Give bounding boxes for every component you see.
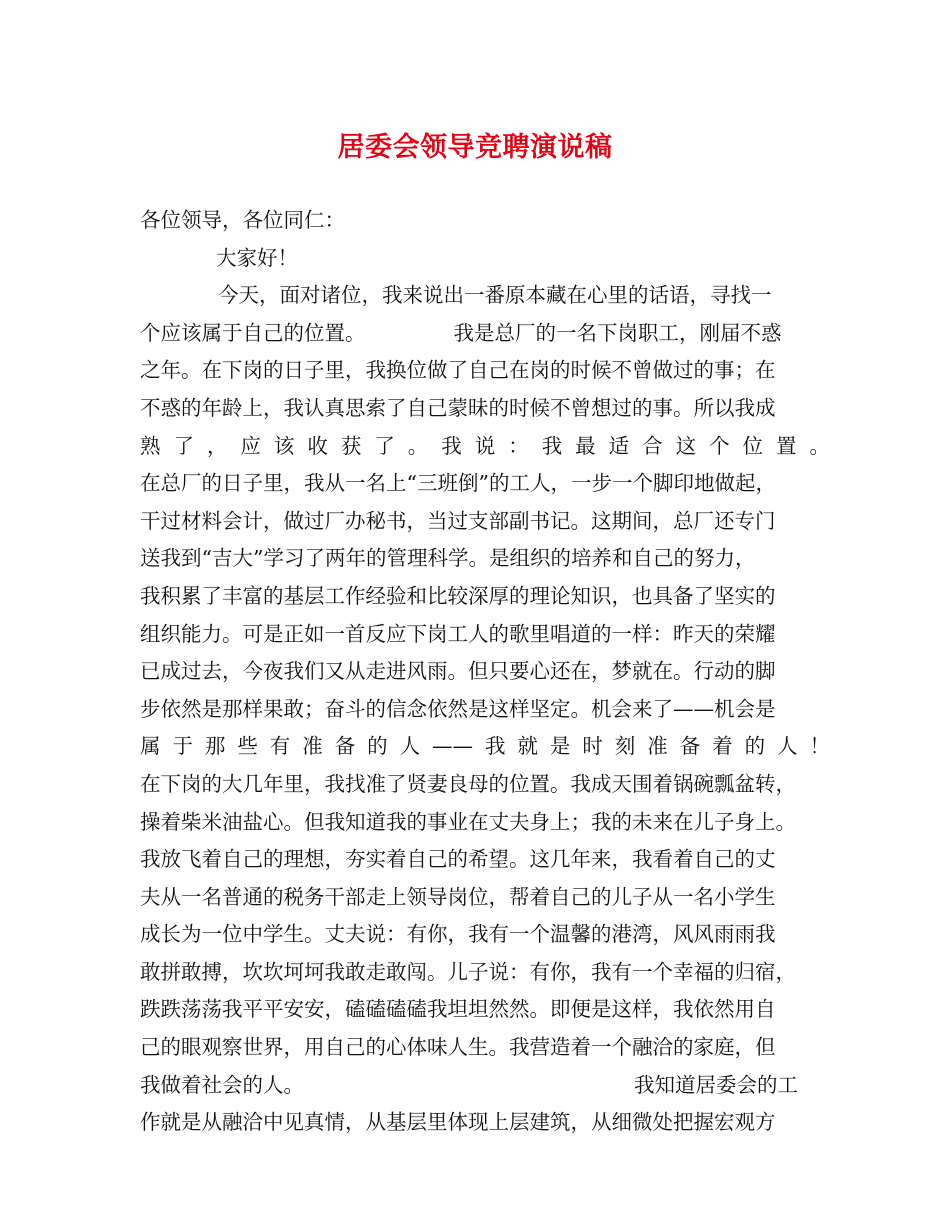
body-line-segment: 我是总厂的一名下岗职工，刚届不惑 — [453, 320, 782, 345]
body-line: 我积累了丰富的基层工作经验和比较深厚的理论知识，也具备了坚实的 — [140, 583, 776, 608]
body-line — [140, 315, 830, 353]
body-line: 作就是从融洽中见真情，从基层里体现上层建筑，从细微处把握宏观方 — [140, 1110, 776, 1135]
body-line: 送我到“吉大”学习了两年的管理科学。是组织的培养和自己的努力， — [140, 546, 756, 571]
body-line: 今天，面对诸位，我来说出一番原本藏在心里的话语，寻找一 — [218, 283, 772, 308]
body-line: 步依然是那样果敢；奋斗的信念依然是这样坚定。机会来了——机会是 — [140, 696, 776, 721]
body-line: 我放飞着自己的理想，夯实着自己的希望。这几年来，我看着自己的丈 — [140, 847, 776, 872]
body-line: 操着柴米油盐心。但我知道我的事业在丈夫身上；我的未来在儿子身上。 — [140, 809, 796, 834]
body-line: 组织能力。可是正如一首反应下岗工人的歌里唱道的一样：昨天的荣耀 — [140, 621, 776, 646]
body-line-segment: 个应该属于自己的位置。 — [140, 320, 366, 345]
body-line: 在总厂的日子里，我从一名上“三班倒”的工人，一步一个脚印地做起， — [140, 471, 776, 496]
body-line: 不惑的年龄上，我认真思索了自己蒙昧的时候不曾想过的事。所以我成 — [140, 395, 776, 420]
body-line — [140, 1067, 830, 1105]
body-line: 已成过去，今夜我们又从走进风雨。但只要心还在，梦就在。行动的脚 — [140, 659, 776, 684]
document-title: 居委会领导竞聘演说稿 — [337, 132, 613, 163]
body-line: 夫从一名普通的税务干部走上领导岗位，帮着自己的儿子从一名小学生 — [140, 884, 776, 909]
salutation-line: 各位领导，各位同仁： — [140, 208, 345, 232]
body-line: 之年。在下岗的日子里，我换位做了自己在岗的时候不曾做过的事；在 — [140, 358, 776, 383]
body-line: 敢拼敢搏，坎坎坷坷我敢走敢闯。儿子说：有你，我有一个幸福的归宿， — [140, 959, 796, 984]
body-line: 熟了，应该收获了。我说：我最适合这个位置。 — [140, 433, 830, 458]
body-line-segment: 我做着社会的人。 — [140, 1072, 304, 1097]
body-line-segment: 我知道居委会的工 — [634, 1072, 798, 1097]
body-line: 在下岗的大几年里，我找准了贤妻良母的位置。我成天围着锅碗瓢盆转， — [140, 771, 796, 796]
body-line: 属于那些有准备的人——我就是时刻准备着的人！ — [140, 734, 830, 759]
body-line: 干过材料会计，做过厂办秘书，当过支部副书记。这期间，总厂还专门 — [140, 508, 776, 533]
greeting-line: 大家好！ — [216, 245, 298, 270]
document-body — [140, 202, 830, 1142]
body-line: 己的眼观察世界，用自己的心体味人生。我营造着一个融洽的家庭，但 — [140, 1035, 776, 1060]
body-line: 跌跌荡荡我平平安安，磕磕磕磕我坦坦然然。即便是这样，我依然用自 — [140, 997, 776, 1022]
body-line: 成长为一位中学生。丈夫说：有你，我有一个温馨的港湾，风风雨雨我 — [140, 922, 776, 947]
